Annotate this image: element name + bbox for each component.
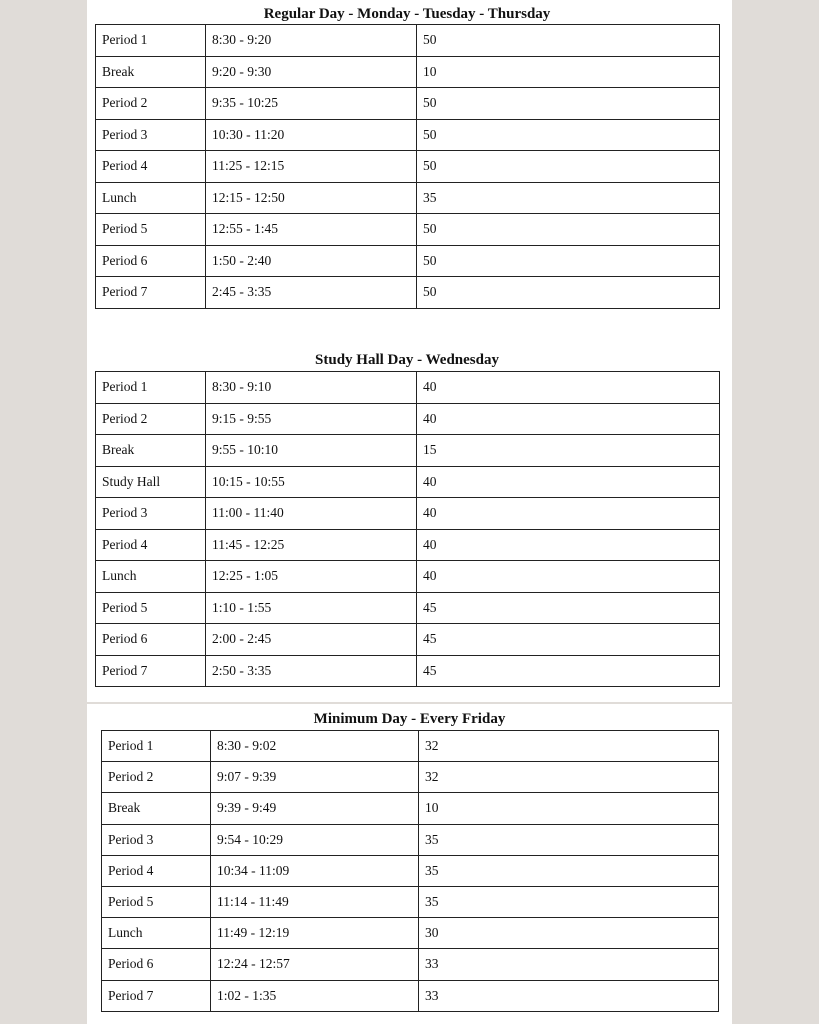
time-range-cell: 1:10 - 1:55 [206,592,417,624]
table-row [102,824,719,855]
period-name-cell: Period 3 [96,119,206,151]
minutes-cell: 32 [419,762,719,793]
period-name-cell: Period 2 [102,762,211,793]
period-name-cell: Break [102,793,211,824]
time-range-cell: 11:00 - 11:40 [206,498,417,530]
time-range-cell: 11:49 - 12:19 [211,918,419,949]
time-range-cell: 2:45 - 3:35 [206,277,417,309]
time-range-cell: 11:14 - 11:49 [211,886,419,917]
table-row [96,88,720,120]
time-range-cell: 8:30 - 9:02 [211,731,419,762]
regular-day-table [95,24,720,309]
time-range-cell: 9:15 - 9:55 [206,403,417,435]
table-row [96,592,720,624]
period-name-cell: Period 7 [96,277,206,309]
minutes-cell: 50 [417,245,720,277]
table-row [96,435,720,467]
minutes-cell: 50 [417,25,720,57]
table-row [96,119,720,151]
minutes-cell: 30 [419,918,719,949]
time-range-cell: 8:30 - 9:10 [206,372,417,404]
table-row [102,793,719,824]
period-name-cell: Period 1 [96,372,206,404]
minutes-cell: 50 [417,277,720,309]
period-name-cell: Period 5 [96,592,206,624]
time-range-cell: 2:50 - 3:35 [206,655,417,687]
minutes-cell: 40 [417,466,720,498]
minutes-cell: 50 [417,119,720,151]
time-range-cell: 9:20 - 9:30 [206,56,417,88]
time-range-cell: 12:24 - 12:57 [211,949,419,980]
time-range-cell: 10:15 - 10:55 [206,466,417,498]
table-row [96,245,720,277]
minutes-cell: 45 [417,624,720,656]
table-row [96,25,720,57]
period-name-cell: Period 7 [96,655,206,687]
period-name-cell: Lunch [96,182,206,214]
table-row [102,886,719,917]
table-row [102,731,719,762]
period-name-cell: Break [96,435,206,467]
regular-day-title: Regular Day - Monday - Tuesday - Thursday [263,6,551,22]
table-row [102,918,719,949]
minutes-cell: 10 [417,56,720,88]
period-name-cell: Period 4 [96,151,206,183]
table-row [102,949,719,980]
time-range-cell: 12:25 - 1:05 [206,561,417,593]
minutes-cell: 10 [419,793,719,824]
table-row [96,655,720,687]
period-name-cell: Period 3 [102,824,211,855]
minutes-cell: 40 [417,403,720,435]
minutes-cell: 35 [419,886,719,917]
time-range-cell: 9:35 - 10:25 [206,88,417,120]
time-range-cell: 9:55 - 10:10 [206,435,417,467]
minutes-cell: 32 [419,731,719,762]
time-range-cell: 9:07 - 9:39 [211,762,419,793]
table-row [96,214,720,246]
period-name-cell: Period 2 [96,88,206,120]
time-range-cell: 11:25 - 12:15 [206,151,417,183]
time-range-cell: 10:34 - 11:09 [211,855,419,886]
table-row [96,151,720,183]
table-row [96,403,720,435]
minutes-cell: 50 [417,214,720,246]
time-range-cell: 9:39 - 9:49 [211,793,419,824]
minimum-day-title: Minimum Day - Every Friday [313,711,506,727]
period-name-cell: Period 5 [96,214,206,246]
table-row [96,56,720,88]
period-name-cell: Period 3 [96,498,206,530]
minutes-cell: 50 [417,151,720,183]
minutes-cell: 15 [417,435,720,467]
minutes-cell: 33 [419,949,719,980]
minutes-cell: 50 [417,88,720,120]
time-range-cell: 2:00 - 2:45 [206,624,417,656]
period-name-cell: Lunch [96,561,206,593]
table-row [102,855,719,886]
time-range-cell: 9:54 - 10:29 [211,824,419,855]
table-row [96,277,720,309]
minimum-day-table [101,730,719,1012]
minutes-cell: 40 [417,529,720,561]
period-name-cell: Period 6 [102,949,211,980]
minutes-cell: 40 [417,498,720,530]
minutes-cell: 45 [417,592,720,624]
period-name-cell: Period 1 [96,25,206,57]
table-row [96,372,720,404]
time-range-cell: 12:15 - 12:50 [206,182,417,214]
table-row [102,762,719,793]
minutes-cell: 35 [417,182,720,214]
table-row [96,466,720,498]
table-row [96,561,720,593]
period-name-cell: Period 5 [102,886,211,917]
study-hall-day-title: Study Hall Day - Wednesday [315,352,499,368]
time-range-cell: 1:02 - 1:35 [211,980,419,1011]
period-name-cell: Period 6 [96,245,206,277]
period-name-cell: Lunch [102,918,211,949]
period-name-cell: Period 4 [96,529,206,561]
table-row [96,182,720,214]
period-name-cell: Period 7 [102,980,211,1011]
table-row [96,624,720,656]
period-name-cell: Study Hall [96,466,206,498]
minutes-cell: 40 [417,561,720,593]
time-range-cell: 11:45 - 12:25 [206,529,417,561]
minutes-cell: 33 [419,980,719,1011]
minutes-cell: 35 [419,855,719,886]
minutes-cell: 40 [417,372,720,404]
study-hall-day-table [95,371,720,687]
period-name-cell: Break [96,56,206,88]
time-range-cell: 12:55 - 1:45 [206,214,417,246]
table-row [96,498,720,530]
minutes-cell: 45 [417,655,720,687]
period-name-cell: Period 1 [102,731,211,762]
time-range-cell: 8:30 - 9:20 [206,25,417,57]
table-row [96,529,720,561]
period-name-cell: Period 4 [102,855,211,886]
time-range-cell: 10:30 - 11:20 [206,119,417,151]
period-name-cell: Period 2 [96,403,206,435]
minutes-cell: 35 [419,824,719,855]
period-name-cell: Period 6 [96,624,206,656]
table-row [102,980,719,1011]
time-range-cell: 1:50 - 2:40 [206,245,417,277]
